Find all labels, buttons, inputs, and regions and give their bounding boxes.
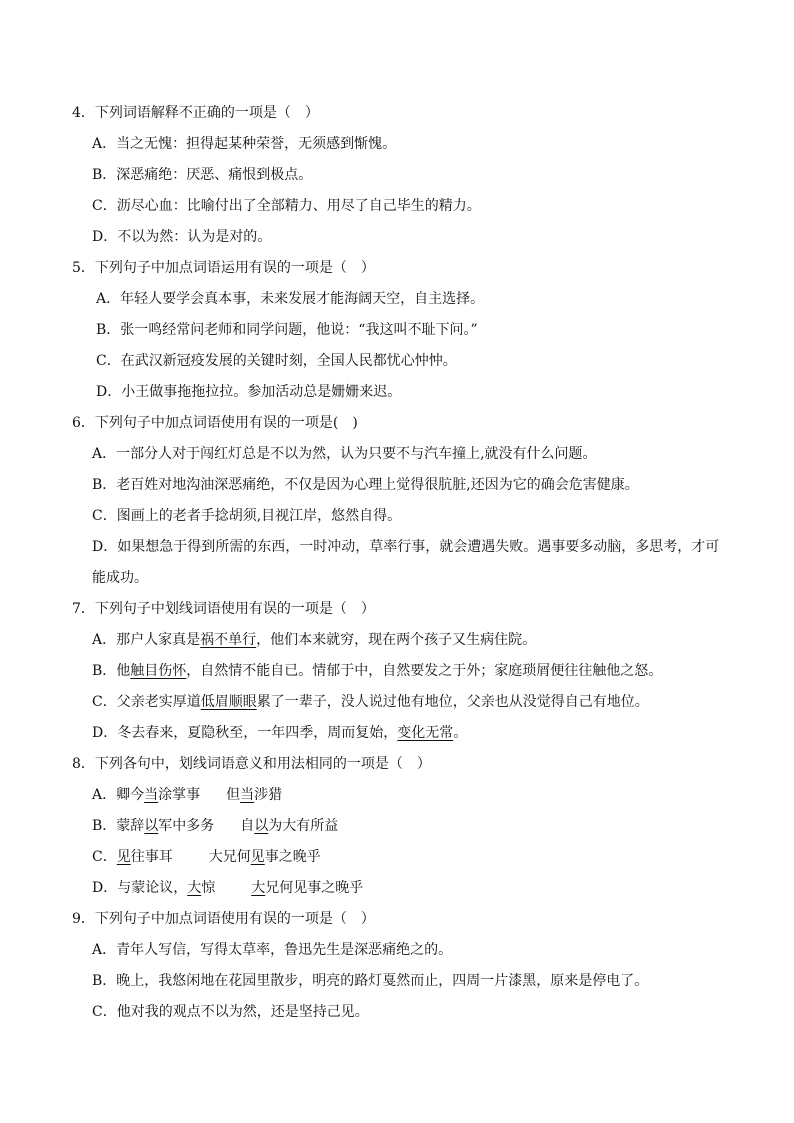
question-7-option-a	[92, 630, 536, 650]
option-text: 为大有所益	[268, 818, 339, 834]
question-4-stem: 4．下列词语解释不正确的一项是（ ）	[72, 105, 319, 121]
question-8-option-c	[92, 847, 321, 867]
underlined-word: 当	[144, 787, 159, 803]
underlined-word: 以	[144, 818, 159, 834]
question-7-stem: 7．下列句子中划线词语使用有误的一项是（ ）	[72, 601, 375, 617]
question-9-option-b: B．晚上，我悠闲地在花园里散步，明亮的路灯戛然而止，四周一片漆黑，原来是停电了。	[92, 973, 649, 989]
question-8-option-a	[92, 785, 282, 805]
underlined-word: 见	[250, 849, 265, 865]
underlined-phrase: 触目伤怀	[130, 663, 187, 679]
question-6-option-b: B．老百姓对地沟油深恶痛绝，不仅是因为心理上觉得很肮脏,还因为它的确会危害健康。	[92, 477, 639, 493]
question-8-stem: 8．下列各句中，划线词语意义和用法相同的一项是（ ）	[72, 756, 431, 772]
option-text: 。	[453, 725, 468, 741]
question-7-option-c	[92, 692, 649, 712]
question-7-option-d	[92, 723, 467, 743]
underlined-word: 大	[251, 880, 266, 896]
question-5-option-d: D．小王做事拖拖拉拉。参加活动总是姗姗来迟。	[96, 384, 402, 400]
question-9-option-c: C．他对我的观点不以为然，还是坚持己见。	[92, 1004, 369, 1020]
question-6-option-d-continued: 能成功。	[92, 570, 148, 586]
option-text: C．父亲老实厚道	[92, 694, 201, 710]
option-text: 累了一辈子，没人说过他有地位，父亲也从没觉得自己有地位。	[256, 694, 649, 710]
question-4-option-a: A．当之无愧：担得起某种荣誉，无须感到惭愧。	[92, 136, 397, 152]
option-text: ，他们本来就穷，现在两个孩子又生病住院。	[256, 632, 537, 648]
underlined-word: 大	[187, 880, 202, 896]
option-text: 但	[226, 787, 241, 803]
question-8-option-b	[92, 816, 338, 836]
option-text: 军中多务	[158, 818, 215, 834]
underlined-word: 当	[240, 787, 255, 803]
option-text: D．冬去春来，夏隐秋至，一年四季，周而复始，	[92, 725, 398, 741]
question-5-option-a: A．年轻人要学会真本事，未来发展才能海阔天空，自主选择。	[96, 291, 485, 307]
question-9-stem: 9．下列句子中加点词语使用有误的一项是（ ）	[72, 911, 375, 927]
option-text: B．他	[92, 663, 131, 679]
question-8-option-d	[92, 878, 363, 898]
underlined-phrase: 变化无常	[397, 725, 454, 741]
question-5-option-b: B．张一鸣经常问老师和同学问题，他说：“我这叫不耻下问。”	[96, 322, 478, 338]
question-4-option-b: B．深恶痛绝：厌恶、痛恨到极点。	[92, 167, 313, 183]
option-text: A．卿今	[92, 787, 145, 803]
underlined-word: 以	[254, 818, 269, 834]
question-6-option-a: A．一部分人对于闯红灯总是不以为然，认为只要不与汽车撞上,就没有什么问题。	[92, 446, 597, 462]
option-text: A．那户人家真是	[92, 632, 201, 648]
option-text: 兄何见事之晚乎	[265, 880, 364, 896]
question-7-option-b	[92, 661, 662, 681]
underlined-phrase: 祸不单行	[200, 632, 257, 648]
question-6-stem: 6．下列句子中加点词语使用有误的一项是( )	[72, 415, 358, 431]
question-4-option-c: C．沥尽心血：比喻付出了全部精力、用尽了自己毕生的精力。	[92, 198, 481, 214]
question-9-option-a: A．青年人写信，写得太草率，鲁迅先生是深恶痛绝之的。	[92, 942, 453, 958]
underlined-word: 见	[116, 849, 131, 865]
question-5-stem: 5．下列句子中加点词语运用有误的一项是（ ）	[72, 260, 375, 276]
question-5-option-c: C．在武汉新冠疫发展的关键时刻，全国人民都忧心忡忡。	[96, 353, 457, 369]
underlined-phrase: 低眉顺眼	[200, 694, 257, 710]
option-text: B．蒙辞	[92, 818, 145, 834]
option-text: 大兄何	[208, 849, 251, 865]
option-text: 涉猎	[254, 787, 283, 803]
question-6-option-d: D．如果想急于得到所需的东西，一时冲动，草率行事，就会遭遇失败。遇事要多动脑，多思考，才可	[92, 539, 720, 555]
option-text: 涂掌事	[158, 787, 201, 803]
question-4-option-d: D．不以为然：认为是对的。	[92, 229, 272, 245]
option-text: 惊	[201, 880, 216, 896]
option-text: 自	[240, 818, 255, 834]
question-6-option-c: C．图画上的老者手捻胡须,目视江岸，悠然自得。	[92, 508, 402, 524]
option-text: 往事耳	[130, 849, 173, 865]
option-text: C．	[92, 849, 117, 865]
option-text: D．与蒙论议，	[92, 880, 188, 896]
option-text: 事之晚乎	[264, 849, 321, 865]
option-text: ，自然情不能自已。情郁于中，自然要发之于外；家庭琐屑便往往触他之怒。	[186, 663, 663, 679]
